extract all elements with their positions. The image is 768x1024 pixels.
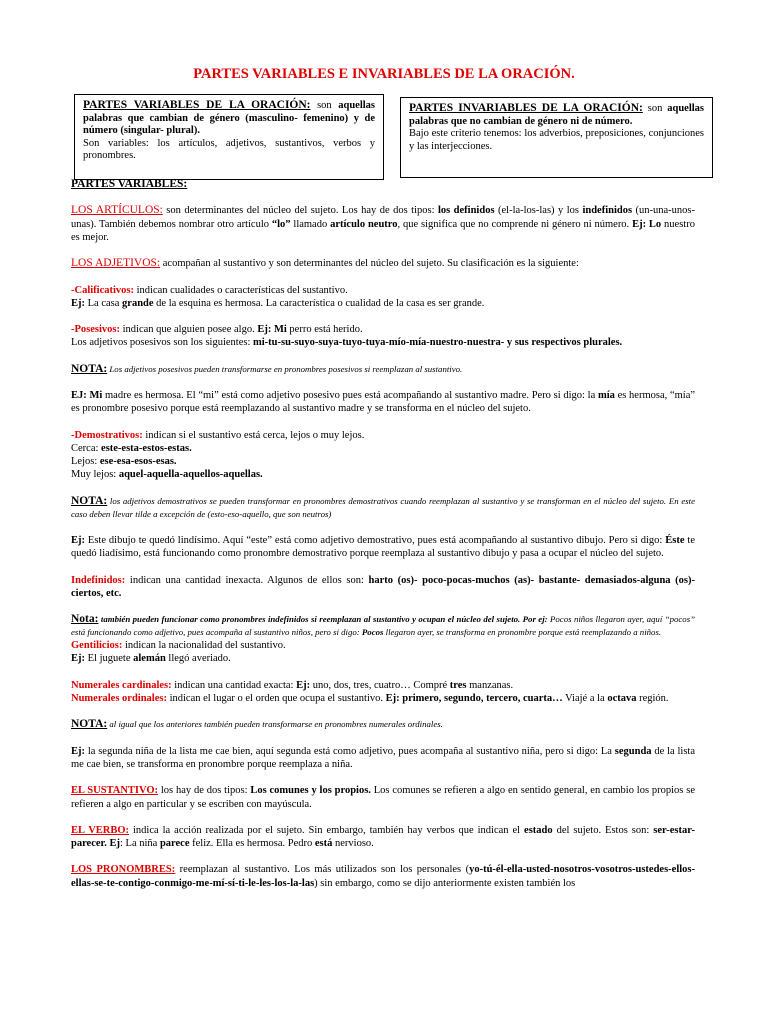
paragraph-indefinidos: Indefinidos: indican una cantidad inexacta. Algunos de ellos son: harto (os)- poco-pocas-muchos (as)- bastante- demasiados-alguna (os)- ciertos, etc. — [71, 574, 696, 599]
paragraph-calificativos: -Calificativos: indican cualidades o características del sustantivo. Ej: La casa grande de la esquina es hermosa. La característica o cualidad de la casa es ser grande. — [71, 284, 485, 309]
document-body — [71, 178, 695, 890]
note-indefinidos: Nota: también pueden funcionar como pronombres indefinidos si reemplazan al sustantivo y ocupan el núcleo del sujeto. Por ej: Pocos niños llegaron ayer, aquí “pocos” está funcionando como adjetivo, pues acompaña al sustantivo niños, pero si digo: Pocos llegaron ayer, se transforma en pronombre porque está reemplazando a niños. — [71, 613, 696, 638]
paragraph-numerales: Numerales cardinales: indican una cantidad exacta: Ej: uno, dos, tres, cuatro… Compré tres manzanas. Numerales ordinales: indican el lugar o el orden que ocupa el sustantivo. Ej: primero, segundo, tercero, cuarta… Viajé a la octava región. — [71, 679, 669, 704]
paragraph-example-este: Ej: Este dibujo te quedó lindísimo. Aquí “este” está como adjetivo demostrativo, pues está acompañando al sustantivo dibujo. Pero si digo: Éste te quedó liadísimo, está funcionando como pronombre demostrativo porque reemplaza al sustantivo dibujo y pasa a ocupar el núcleo del sujeto. — [71, 534, 695, 560]
note-numerales: NOTA: al igual que los anteriores también pueden transformarse en pronombres numerales ordinales. — [71, 718, 443, 731]
paragraph-example-segunda: Ej: la segunda niña de la lista me cae bien, aquí segunda está como adjetivo, pues acompaña al sustantivo niña, pero si digo: La segunda de la lista me cae bien, se transforma en pronombre porque reemplaza a niña. — [71, 745, 695, 770]
note-posesivos: NOTA: Los adjetivos posesivos pueden transformarse en pronombres posesivos si reemplazan al sustantivo. — [71, 362, 463, 375]
section-heading: PARTES VARIABLES: — [71, 178, 188, 190]
invariables-definition-box: PARTES INVARIABLES DE LA ORACIÓN: son aquellas palabras que no cambian de género ni de número. Bajo este criterio tenemos: los adverbios, preposiciones, conjunciones y las interjecciones. — [400, 97, 713, 178]
box-heading: PARTES INVARIABLES DE LA ORACIÓN: — [409, 102, 643, 114]
variables-definition-box: PARTES VARIABLES DE LA ORACIÓN: son aquellas palabras que cambian de género (masculino- femenino) y de número (singular- plural). Son variables: los artículos, adjetivos, sustantivos, verbos y pronombres. — [74, 94, 384, 180]
note-demostrativos: NOTA: los adjetivos demostrativos se pueden transformar en pronombres demostrativos cuando reemplazan al sustantivo y se transforman en el núcleo del sujeto. En este caso deben llevar tilde a excepción de (esto-eso-aquello, que son neutros) — [71, 494, 695, 519]
paragraph-pronombres: LOS PRONOMBRES: reemplazan al sustantivo. Los más utilizados son los personales (yo-tú-él-ella-usted-nosotros-vosotros-ustedes-ellos-ellas-se-te-contigo-conmigo-me-mí-sí-ti-le-les-los-la-las) sin embargo, como se dijo anteriormente existen también los — [71, 864, 695, 889]
paragraph-articulos: LOS ARTÍCULOS: son determinantes del núcleo del sujeto. Los hay de dos tipos: los definidos (el-la-los-las) y los indefinidos (un-una-unos-unas). También debemos nombrar otro artículo “lo” llamado artículo neutro, que significa que no comprende ni género ni número. Ej: Lo nuestro es mejor. — [71, 204, 695, 243]
paragraph-verbo: EL VERBO: indica la acción realizada por el sujeto. Sin embargo, también hay verbos que indican el estado del sujeto. Estos son: ser-estar-parecer. Ej: La niña parece feliz. Ella es hermosa. Pedro está nervioso. — [71, 824, 696, 850]
paragraph-example-mi: EJ: Mi madre es hermosa. El “mi” está como adjetivo posesivo pues está acompañando al sustantivo madre. Pero si digo: la mía es hermosa, “mía” es pronombre posesivo porque está reemplazando al sustantivo madre y se transforma en el núcleo del sujeto. — [71, 390, 696, 415]
page-title: PARTES VARIABLES E INVARIABLES DE LA ORACIÓN. — [193, 66, 575, 82]
paragraph-sustantivo: EL SUSTANTIVO: los hay de dos tipos: Los comunes y los propios. Los comunes se refieren a algo en sentido general, en cambio los propios se refieren a algo en particular y se escriben con mayúscula. — [71, 785, 695, 810]
paragraph-posesivos: -Posesivos: indican que alguien posee algo. Ej: Mi perro está herido. Los adjetivos posesivos son los siguientes: mi-tu-su-suyo-suya-tuyo-tuya-mío-mía-nuestro-nuestra- y sus respectivos plurales. — [71, 324, 623, 349]
box-heading: PARTES VARIABLES DE LA ORACIÓN: — [83, 99, 311, 111]
paragraph-gentilicios: Gentilicios: indican la nacionalidad del sustantivo. Ej: El juguete alemán llegó averiado. — [71, 640, 286, 665]
paragraph-demostrativos: -Demostrativos: indican si el sustantivo está cerca, lejos o muy lejos. Cerca: este-esta-estos-estas. Lejos: ese-esa-esos-esas. Muy lejos: aquel-aquella-aquellos-aquellas. — [71, 429, 365, 481]
paragraph-adjetivos: LOS ADJETIVOS: acompañan al sustantivo y son determinantes del núcleo del sujeto. Su clasificación es la siguiente: — [71, 257, 579, 270]
